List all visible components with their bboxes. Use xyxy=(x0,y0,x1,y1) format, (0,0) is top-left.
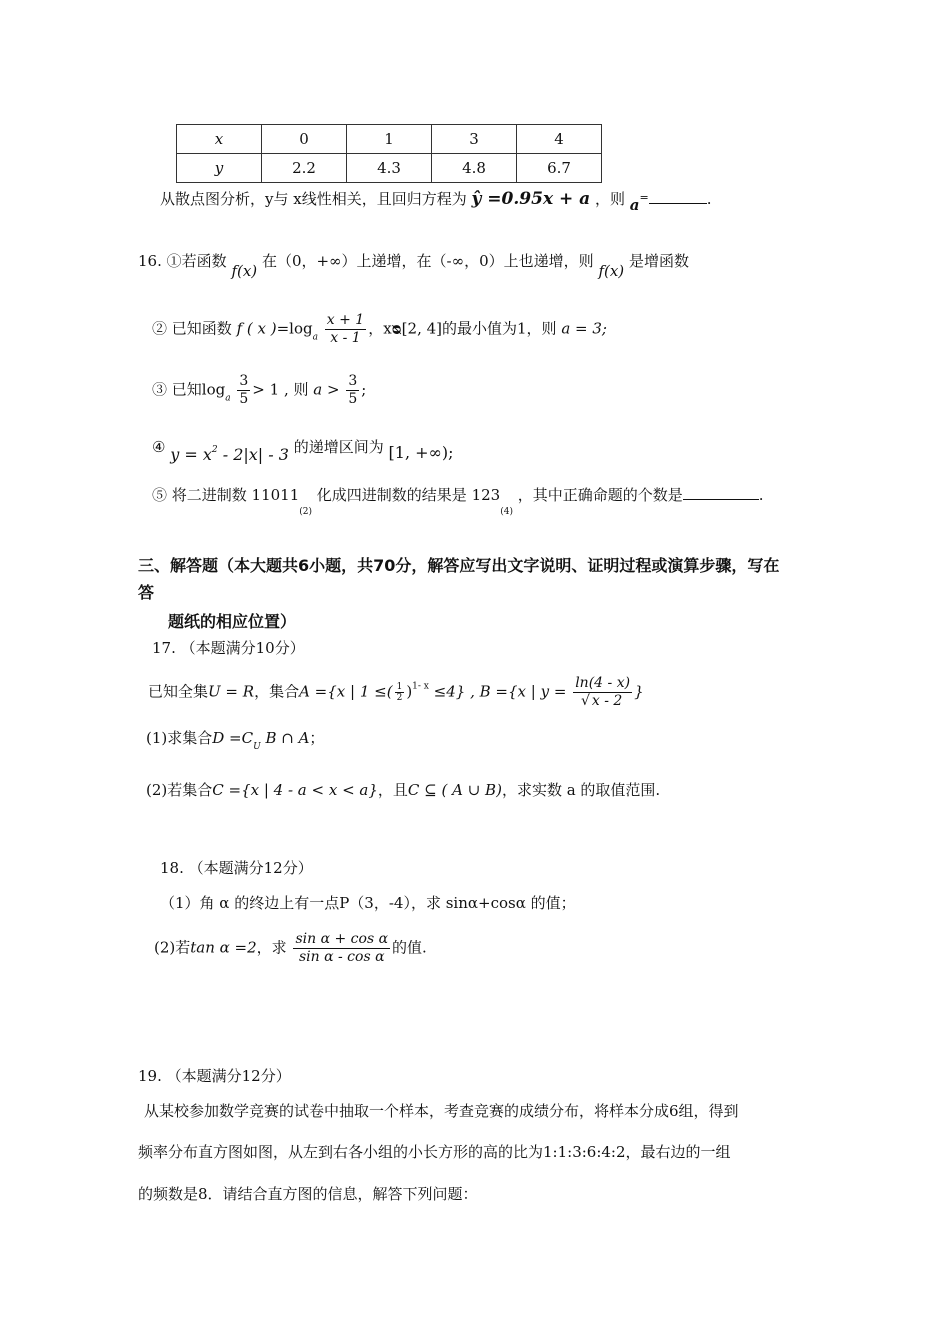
q18-part-1: （1）角 α 的终边上有一点P（3，-4），求 sinα+cosα 的值； xyxy=(160,894,576,912)
table-cell: 4.3 xyxy=(347,154,432,183)
complement-subscript: U xyxy=(253,742,261,752)
q16-s5-b: 化成四进制数的结果是 123 xyxy=(316,486,501,504)
q18-p2-c: ，求 xyxy=(256,938,287,957)
q16-s3-a: ③ 已知 xyxy=(152,380,202,399)
q16-s3-b: > 1 , 则 xyxy=(252,380,309,399)
fraction xyxy=(395,682,405,703)
denominator: √ x - 2 xyxy=(580,693,623,709)
q15-tail: ，则 xyxy=(594,190,625,208)
table-cell: 6.7 xyxy=(517,154,602,183)
log-base: a xyxy=(312,332,318,343)
fraction xyxy=(325,312,366,347)
q16-s4-b: 的递增区间为 xyxy=(293,438,384,456)
set-d-expr-end: B ∩ A xyxy=(260,729,310,747)
tan-expr: tan α =2 xyxy=(190,938,257,957)
q17-given-b: ，集合 xyxy=(254,682,300,701)
q16-statement-5 xyxy=(152,484,764,517)
set-b-end: } xyxy=(634,682,644,701)
numerator: 1 xyxy=(396,682,403,692)
function-fx: f(x) xyxy=(231,262,258,280)
q18-p2-a: (2)若 xyxy=(154,938,191,957)
table-cell: 1 xyxy=(347,125,432,154)
log-base: a xyxy=(225,393,231,404)
table-row xyxy=(177,154,602,183)
q17-p1-d: ； xyxy=(309,729,325,747)
log-text: log xyxy=(289,319,313,338)
q17-p2-a: (2)若集合 xyxy=(146,781,213,799)
q16-s2-b: ，x xyxy=(368,319,392,338)
q16-s1-b: 在（0，+∞）上递增，在（-∞，0）上也递增，则 xyxy=(261,252,594,270)
q16-s2-c: [2, 4]的最小值为1，则 xyxy=(401,319,557,338)
q16-s1-c: 是增函数 xyxy=(628,252,689,270)
fraction xyxy=(346,373,359,408)
q15-text: 从散点图分析，y与 x线性相关，且回归方程为 xyxy=(160,190,467,208)
denominator: 5 xyxy=(348,391,358,407)
data-table xyxy=(176,124,602,183)
function-fx: f(x) xyxy=(598,262,625,280)
universal-set: U = R xyxy=(208,682,255,701)
q19-line: 的频数是8．请结合直方图的信息，解答下列问题： xyxy=(138,1185,478,1203)
q16-statement-1 xyxy=(138,250,689,280)
subset-expr: C ⊆ ( A ∪ B) xyxy=(407,781,502,799)
q16-s5-d: . xyxy=(758,486,764,504)
numerator: 3 xyxy=(239,373,249,389)
section-heading: 三、解答题（本大题共6小题，共70分，解答应写出文字说明、证明过程或演算步骤，写在 xyxy=(138,556,780,575)
section-heading-cont: 题纸的相应位置） xyxy=(168,612,297,631)
function-expression xyxy=(170,445,289,464)
q17-p2-e: ，求实数 a 的取值范围. xyxy=(501,781,661,799)
fraction xyxy=(293,931,390,966)
q16-s5-a: ⑤ 将二进制数 11011 xyxy=(152,486,300,504)
set-b-part: , B ={x | y = xyxy=(470,682,567,701)
numerator: sin α + cos α xyxy=(295,931,389,947)
denominator: sin α - cos α xyxy=(298,949,385,965)
q16-s5-c: ，其中正确命题的个数是 xyxy=(517,486,683,504)
table-cell: 3 xyxy=(432,125,517,154)
q19-line: 频率分布直方图如图，从左到右各小组的小长方形的高的比为1:1:3:6:4:2，最右边的一组 xyxy=(138,1143,731,1161)
table-cell: y xyxy=(177,154,262,183)
q16-statement-2 xyxy=(152,312,607,347)
base-subscript: (2) xyxy=(299,507,313,517)
table-cell: x xyxy=(177,125,262,154)
base-subscript: (4) xyxy=(500,507,513,517)
denominator: x - 1 xyxy=(330,330,361,346)
regression-equation: ŷ =0.95x + a xyxy=(471,189,591,209)
exponent: 1- x xyxy=(412,681,429,692)
q18-part-2 xyxy=(154,931,427,966)
table-cell: 2.2 xyxy=(262,154,347,183)
q17-part-1 xyxy=(146,727,324,752)
q16-statement-3 xyxy=(152,373,366,408)
q15-end: . xyxy=(706,190,712,208)
table-cell: 4 xyxy=(517,125,602,154)
q16-s2-f: f ( x )= xyxy=(236,319,290,338)
q19-line: 从某校参加数学竞赛的试卷中抽取一个样本，考查竞赛的成绩分布，将样本分成6组，得到 xyxy=(144,1102,739,1120)
numerator: ln(4 - x) xyxy=(575,675,631,691)
table-cell: 0 xyxy=(262,125,347,154)
q16-statement-4 xyxy=(152,436,454,464)
table-cell: 4.8 xyxy=(432,154,517,183)
exponent: 2 xyxy=(211,445,218,455)
numerator: x + 1 xyxy=(326,312,365,328)
set-a-end: ≤4} xyxy=(428,682,466,701)
denominator: 5 xyxy=(239,391,249,407)
q16-s2-d: a = 3; xyxy=(561,319,607,338)
fraction xyxy=(237,373,250,408)
set-d-expr: D =C xyxy=(212,729,254,747)
fraction xyxy=(573,675,632,710)
numerator: 3 xyxy=(348,373,358,389)
q16-s4-a: ④ xyxy=(152,438,166,456)
q16-s2-a: ② 已知函数 xyxy=(152,319,232,338)
q18-header: 18. （本题满分12分） xyxy=(160,859,313,877)
set-c-expr: C ={x | 4 - a < x < a} xyxy=(212,781,378,799)
q17-header: 17. （本题满分10分） xyxy=(152,639,305,657)
log-text: log xyxy=(201,380,226,399)
expr-part: - 2|x| - 3 xyxy=(217,445,289,464)
q17-given-a: 已知全集 xyxy=(148,682,209,701)
table-row xyxy=(177,125,602,154)
interval: [1, +∞); xyxy=(388,443,454,462)
q17-part-2 xyxy=(146,779,660,800)
q17-p1-a: (1)求集合 xyxy=(146,729,213,747)
q17-p2-c: ，且 xyxy=(377,781,408,799)
answer-blank xyxy=(683,499,759,500)
q15-var: a xyxy=(629,196,640,214)
q15-eq: = xyxy=(639,191,649,204)
answer-blank xyxy=(649,203,707,204)
denominator: 2 xyxy=(396,693,403,703)
q15-line xyxy=(160,188,712,214)
element-of-symbol: ᴓ xyxy=(391,319,402,338)
q18-p2-d: 的值. xyxy=(392,938,427,957)
expr-part: y = x xyxy=(170,445,212,464)
q17-given: 已知全集U = R，集合A ={x | 1 ≤( $\frac{1}{2}$ )$^{1- x}$ ≤4} , B ={x | y = $\frac{\ln(4 - x)}{√ x - 2}$ } xyxy=(148,675,644,709)
q19-header: 19. （本题满分12分） xyxy=(138,1067,291,1085)
q16-s1-a: ①若函数 xyxy=(166,252,227,270)
set-a-part: A ={x | 1 ≤( xyxy=(299,682,393,701)
radicand: x - 2 xyxy=(591,693,623,709)
q16-number: 16. xyxy=(138,252,162,270)
q16-s3-c: a > xyxy=(313,380,340,399)
section-heading-cont: 答 xyxy=(138,583,155,602)
q16-s3-d: ; xyxy=(361,380,367,399)
